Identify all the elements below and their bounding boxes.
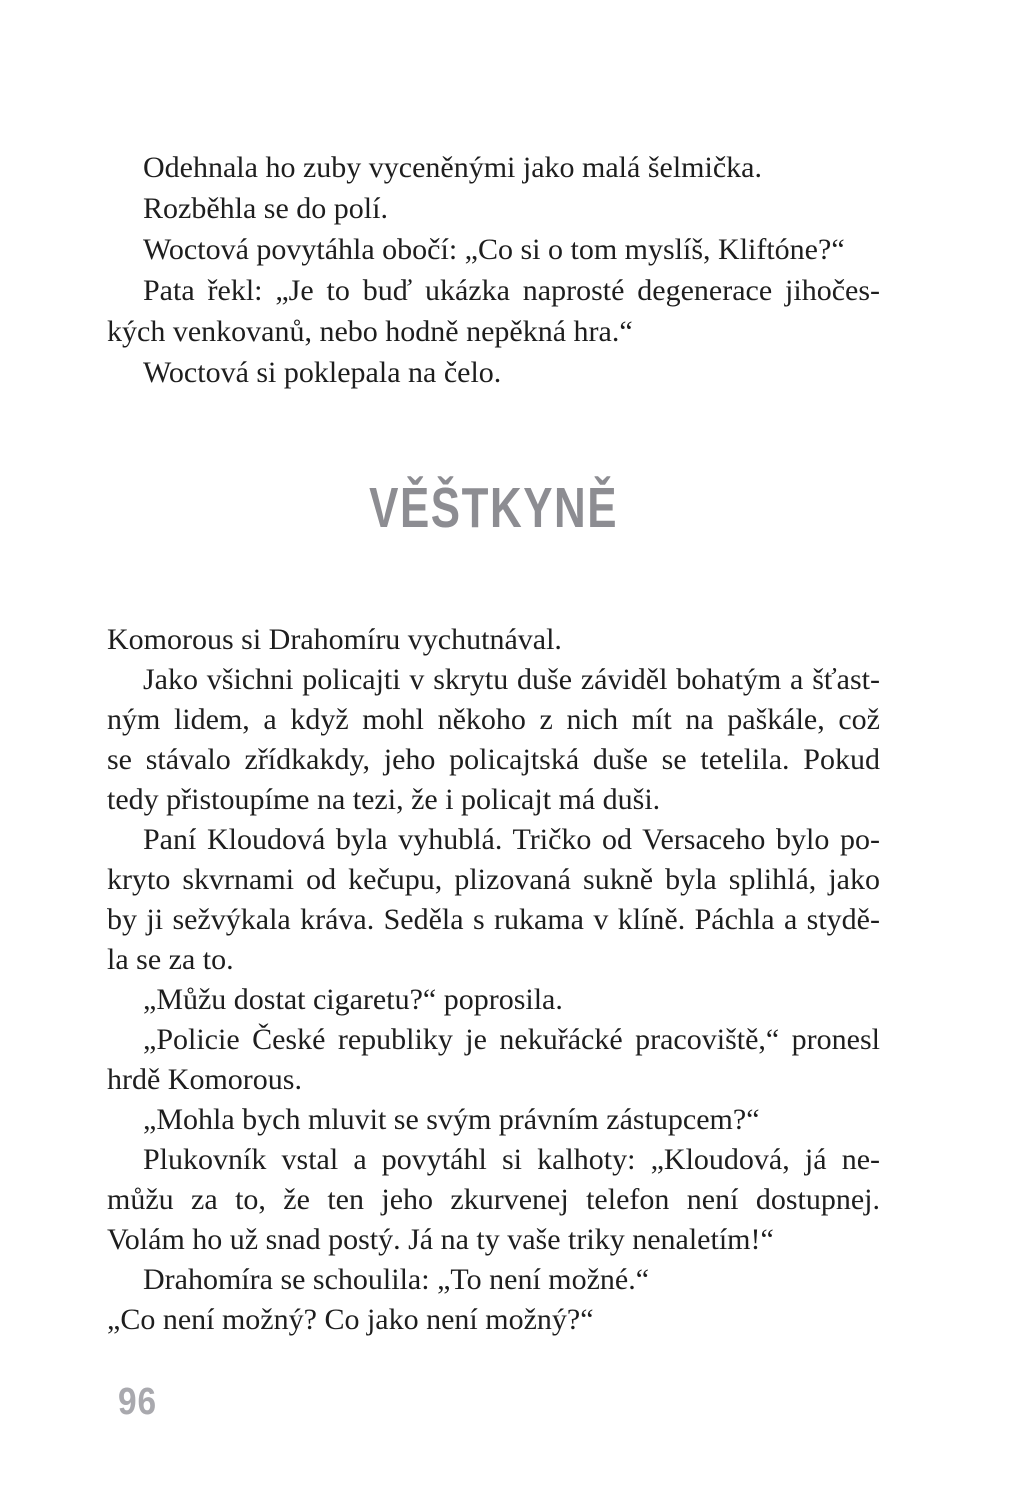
body-paragraphs [107,620,880,1340]
text-line: Pata řekl: „Je to buď ukázka naprosté degenerace jihočes- [143,274,880,307]
text-line: „Mohla bych mluvit se svým právním zástupcem?“ [143,1103,760,1136]
intro-paragraphs [107,147,880,393]
text-line: by ji sežvýkala kráva. Seděla s rukama v klíně. Páchla a stydě- [107,903,880,936]
text-line: můžu za to, že ten jeho zkurvenej telefon není dostupnej. [107,1183,880,1216]
text-line: „Policie České republiky je nekuřácké pracoviště,“ pronesl [143,1023,880,1056]
chapter-heading-text: VĚŠTKYNĚ [369,476,618,540]
text-line: Paní Kloudová byla vyhublá. Tričko od Versaceho bylo po- [143,823,880,856]
text-line: kryto skvrnami od kečupu, plizovaná sukně byla splihlá, jako [107,863,880,896]
text-line: ným lidem, a když mohl někoho z nich mít na paškále, což [107,703,880,736]
text-line: Jako všichni policajti v skrytu duše záviděl bohatým a šťast- [143,663,880,696]
text-line: la se za to. [107,943,234,976]
text-line: Drahomíra se schoulila: „To není možné.“ [143,1263,650,1296]
text-line: Komorous si Drahomíru vychutnával. [107,623,562,656]
page-number: 96 [118,1381,157,1423]
text-line: tedy přistoupíme na tezi, že i policajt má duši. [107,783,661,816]
text-line: „Můžu dostat cigaretu?“ poprosila. [143,983,563,1016]
text-line: Rozběhla se do polí. [143,192,388,225]
text-line: kých venkovanů, nebo hodně nepěkná hra.“ [107,315,633,348]
text-line: hrdě Komorous. [107,1063,302,1096]
text-line: Volám ho už snad postý. Já na ty vaše triky nenaletím!“ [107,1223,774,1256]
text-line: Plukovník vstal a povytáhl si kalhoty: „Kloudová, já ne- [143,1143,880,1176]
text-line: Woctová si poklepala na čelo. [143,356,502,389]
chapter-heading [107,476,880,551]
text-line: „Co není možný? Co jako není možný?“ [107,1303,594,1336]
text-line: Odehnala ho zuby vyceněnými jako malá šelmička. [143,151,762,184]
text-line: Woctová povytáhla obočí: „Co si o tom myslíš, Kliftóne?“ [143,233,845,266]
text-line: se stávalo zřídkakdy, jeho policajtská duše se tetelila. Pokud [107,743,880,776]
